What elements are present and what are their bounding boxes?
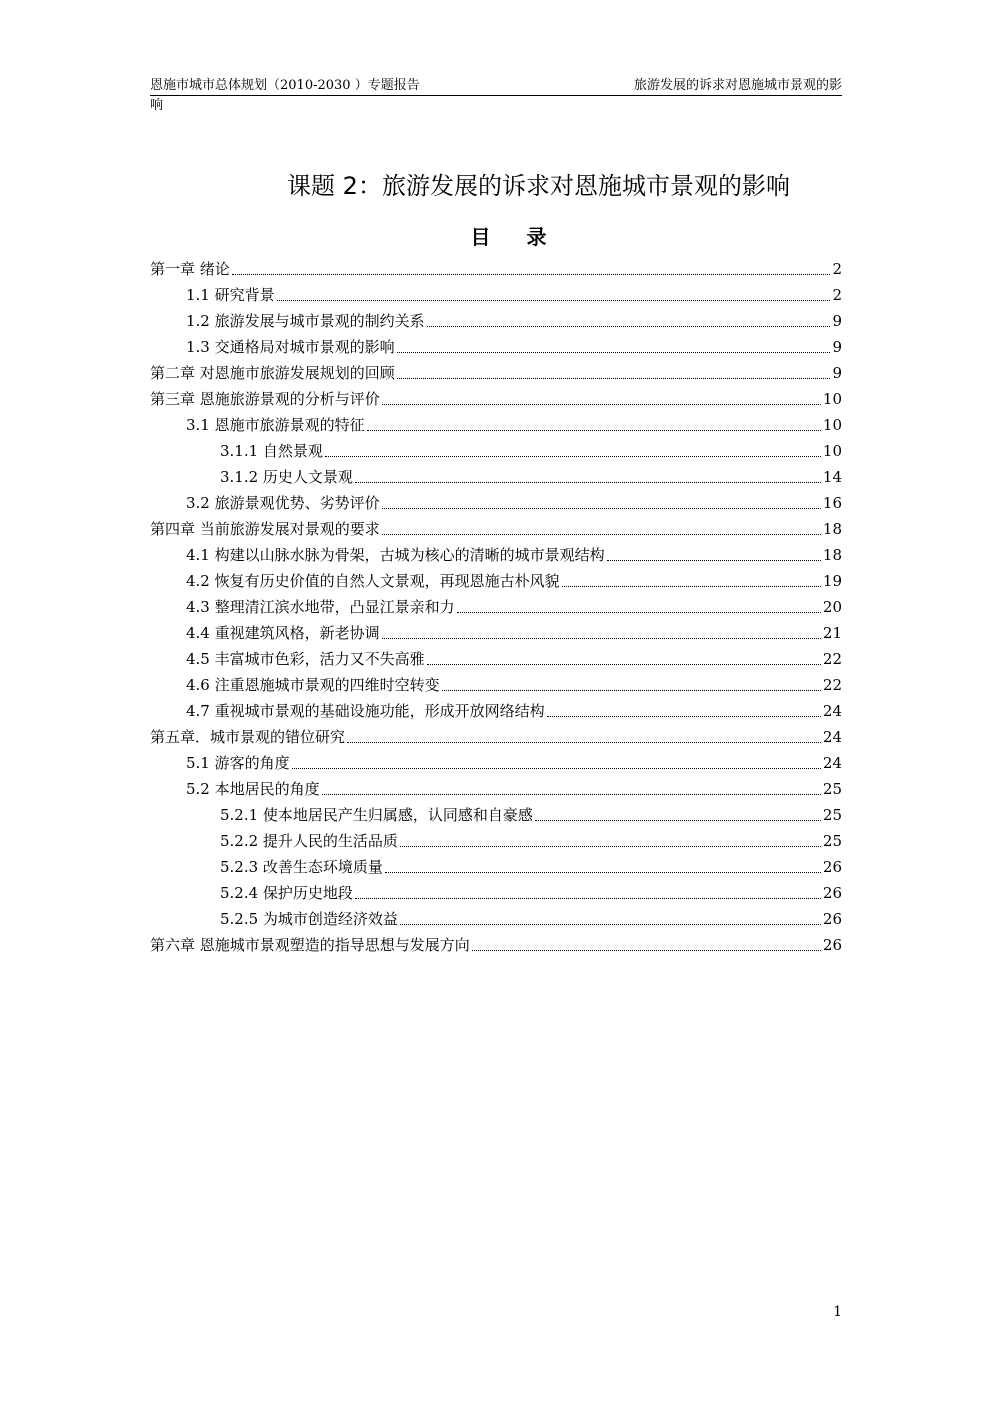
toc-entry-label: 5.2.3 改善生态环境质量 bbox=[220, 858, 383, 876]
toc-entry-label: 5.2.5 为城市创造经济效益 bbox=[220, 910, 398, 928]
toc-entry-page: 18 bbox=[822, 520, 842, 538]
toc-entry-label: 3.1 恩施市旅游景观的特征 bbox=[186, 416, 365, 434]
toc-entry[interactable] bbox=[150, 646, 842, 672]
toc-entry[interactable] bbox=[150, 516, 842, 542]
toc-entry-label: 5.2 本地居民的角度 bbox=[186, 780, 320, 798]
toc-dot-leader bbox=[547, 716, 821, 717]
toc-dot-leader bbox=[292, 768, 821, 769]
toc-dot-leader bbox=[442, 690, 821, 691]
toc-entry-label: 3.1.2 历史人文景观 bbox=[220, 468, 353, 486]
toc-dot-leader bbox=[457, 612, 821, 613]
toc-entry[interactable] bbox=[150, 542, 842, 568]
toc-entry[interactable] bbox=[150, 490, 842, 516]
table-of-contents bbox=[150, 256, 842, 958]
toc-entry-page: 9 bbox=[832, 364, 842, 382]
toc-entry[interactable] bbox=[150, 568, 842, 594]
toc-entry[interactable] bbox=[150, 932, 842, 958]
toc-entry[interactable] bbox=[150, 438, 842, 464]
toc-dot-leader bbox=[325, 456, 821, 457]
toc-entry[interactable] bbox=[150, 620, 842, 646]
toc-entry-page: 18 bbox=[822, 546, 842, 564]
toc-entry-label: 1.2 旅游发展与城市景观的制约关系 bbox=[186, 312, 425, 330]
toc-dot-leader bbox=[355, 898, 821, 899]
toc-entry-page: 19 bbox=[822, 572, 842, 590]
toc-entry-page: 26 bbox=[822, 884, 842, 902]
toc-dot-leader bbox=[472, 950, 821, 951]
toc-entry-label: 第三章 恩施旅游景观的分析与评价 bbox=[150, 390, 380, 408]
toc-entry[interactable] bbox=[150, 802, 842, 828]
toc-entry-page: 14 bbox=[822, 468, 842, 486]
toc-dot-leader bbox=[382, 638, 821, 639]
header-continuation: 响 bbox=[150, 98, 164, 113]
toc-entry-page: 2 bbox=[832, 286, 842, 304]
toc-entry-label: 1.1 研究背景 bbox=[186, 286, 275, 304]
toc-entry-label: 4.1 构建以山脉水脉为骨架，古城为核心的清晰的城市景观结构 bbox=[186, 546, 605, 564]
toc-entry[interactable] bbox=[150, 672, 842, 698]
toc-entry[interactable] bbox=[150, 906, 842, 932]
toc-entry-label: 3.1.1 自然景观 bbox=[220, 442, 323, 460]
toc-entry[interactable] bbox=[150, 360, 842, 386]
toc-heading: 目录 bbox=[470, 225, 583, 249]
toc-entry-page: 26 bbox=[822, 858, 842, 876]
toc-dot-leader bbox=[347, 742, 821, 743]
toc-entry-label: 4.2 恢复有历史价值的自然人文景观，再现恩施古朴风貌 bbox=[186, 572, 560, 590]
toc-entry-label: 4.5 丰富城市色彩，活力又不失高雅 bbox=[186, 650, 425, 668]
toc-dot-leader bbox=[427, 326, 831, 327]
toc-entry-page: 25 bbox=[822, 832, 842, 850]
toc-entry-label: 5.2.1 使本地居民产生归属感，认同感和自豪感 bbox=[220, 806, 533, 824]
toc-entry[interactable] bbox=[150, 256, 842, 282]
toc-entry[interactable] bbox=[150, 412, 842, 438]
toc-dot-leader bbox=[367, 430, 821, 431]
toc-entry-page: 10 bbox=[822, 390, 842, 408]
toc-entry-page: 24 bbox=[822, 702, 842, 720]
toc-entry-page: 26 bbox=[822, 936, 842, 954]
toc-entry[interactable] bbox=[150, 282, 842, 308]
toc-entry-label: 第六章 恩施城市景观塑造的指导思想与发展方向 bbox=[150, 936, 470, 954]
toc-entry[interactable] bbox=[150, 308, 842, 334]
toc-entry-page: 25 bbox=[822, 806, 842, 824]
toc-entry-page: 24 bbox=[822, 728, 842, 746]
toc-entry[interactable] bbox=[150, 464, 842, 490]
toc-entry-page: 26 bbox=[822, 910, 842, 928]
toc-entry[interactable] bbox=[150, 386, 842, 412]
toc-dot-leader bbox=[562, 586, 821, 587]
toc-entry-label: 5.2.4 保护历史地段 bbox=[220, 884, 353, 902]
toc-entry[interactable] bbox=[150, 854, 842, 880]
toc-entry-page: 10 bbox=[822, 416, 842, 434]
toc-dot-leader bbox=[382, 508, 821, 509]
document-title: 课题 2：旅游发展的诉求对恩施城市景观的影响 bbox=[287, 172, 790, 200]
toc-entry-page: 10 bbox=[822, 442, 842, 460]
toc-entry-label: 4.7 重视城市景观的基础设施功能，形成开放网络结构 bbox=[186, 702, 545, 720]
toc-entry-page: 25 bbox=[822, 780, 842, 798]
toc-entry[interactable] bbox=[150, 594, 842, 620]
toc-dot-leader bbox=[232, 274, 831, 275]
toc-entry-page: 20 bbox=[822, 598, 842, 616]
toc-entry-page: 16 bbox=[822, 494, 842, 512]
toc-entry-page: 9 bbox=[832, 312, 842, 330]
toc-entry-label: 4.6 注重恩施城市景观的四维时空转变 bbox=[186, 676, 440, 694]
toc-entry[interactable] bbox=[150, 828, 842, 854]
toc-entry-page: 2 bbox=[832, 260, 842, 278]
toc-entry[interactable] bbox=[150, 724, 842, 750]
toc-entry-page: 22 bbox=[822, 650, 842, 668]
toc-entry-label: 第一章 绪论 bbox=[150, 260, 230, 278]
header-left: 恩施市城市总体规划（2010-2030 ）专题报告 bbox=[150, 78, 420, 93]
toc-entry-label: 第五章．城市景观的错位研究 bbox=[150, 728, 346, 746]
toc-entry-label: 3.2 旅游景观优势、劣势评价 bbox=[186, 494, 380, 512]
toc-entry[interactable] bbox=[150, 698, 842, 724]
toc-dot-leader bbox=[277, 300, 831, 301]
toc-dot-leader bbox=[382, 534, 821, 535]
toc-entry-page: 9 bbox=[832, 338, 842, 356]
running-header bbox=[150, 76, 842, 96]
toc-entry-page: 21 bbox=[822, 624, 842, 642]
page-number: 1 bbox=[833, 1304, 842, 1320]
toc-entry[interactable] bbox=[150, 880, 842, 906]
toc-entry-label: 第二章 对恩施市旅游发展规划的回顾 bbox=[150, 364, 395, 382]
header-right: 旅游发展的诉求对恩施城市景观的影 bbox=[633, 78, 842, 93]
toc-entry-label: 第四章 当前旅游发展对景观的要求 bbox=[150, 520, 380, 538]
toc-dot-leader bbox=[355, 482, 821, 483]
toc-dot-leader bbox=[385, 872, 821, 873]
toc-entry-label: 1.3 交通格局对城市景观的影响 bbox=[186, 338, 395, 356]
toc-dot-leader bbox=[322, 794, 821, 795]
toc-entry-page: 22 bbox=[822, 676, 842, 694]
toc-dot-leader bbox=[400, 924, 821, 925]
toc-dot-leader bbox=[397, 378, 831, 379]
toc-entry-label: 4.3 整理清江滨水地带，凸显江景亲和力 bbox=[186, 598, 455, 616]
toc-dot-leader bbox=[400, 846, 821, 847]
toc-dot-leader bbox=[382, 404, 821, 405]
toc-entry-page: 24 bbox=[822, 754, 842, 772]
toc-dot-leader bbox=[427, 664, 821, 665]
toc-dot-leader bbox=[607, 560, 821, 561]
toc-entry[interactable] bbox=[150, 776, 842, 802]
toc-entry-label: 5.1 游客的角度 bbox=[186, 754, 290, 772]
toc-dot-leader bbox=[535, 820, 821, 821]
toc-entry-label: 5.2.2 提升人民的生活品质 bbox=[220, 832, 398, 850]
toc-dot-leader bbox=[397, 352, 831, 353]
toc-entry[interactable] bbox=[150, 334, 842, 360]
toc-entry[interactable] bbox=[150, 750, 842, 776]
toc-entry-label: 4.4 重视建筑风格，新老协调 bbox=[186, 624, 380, 642]
